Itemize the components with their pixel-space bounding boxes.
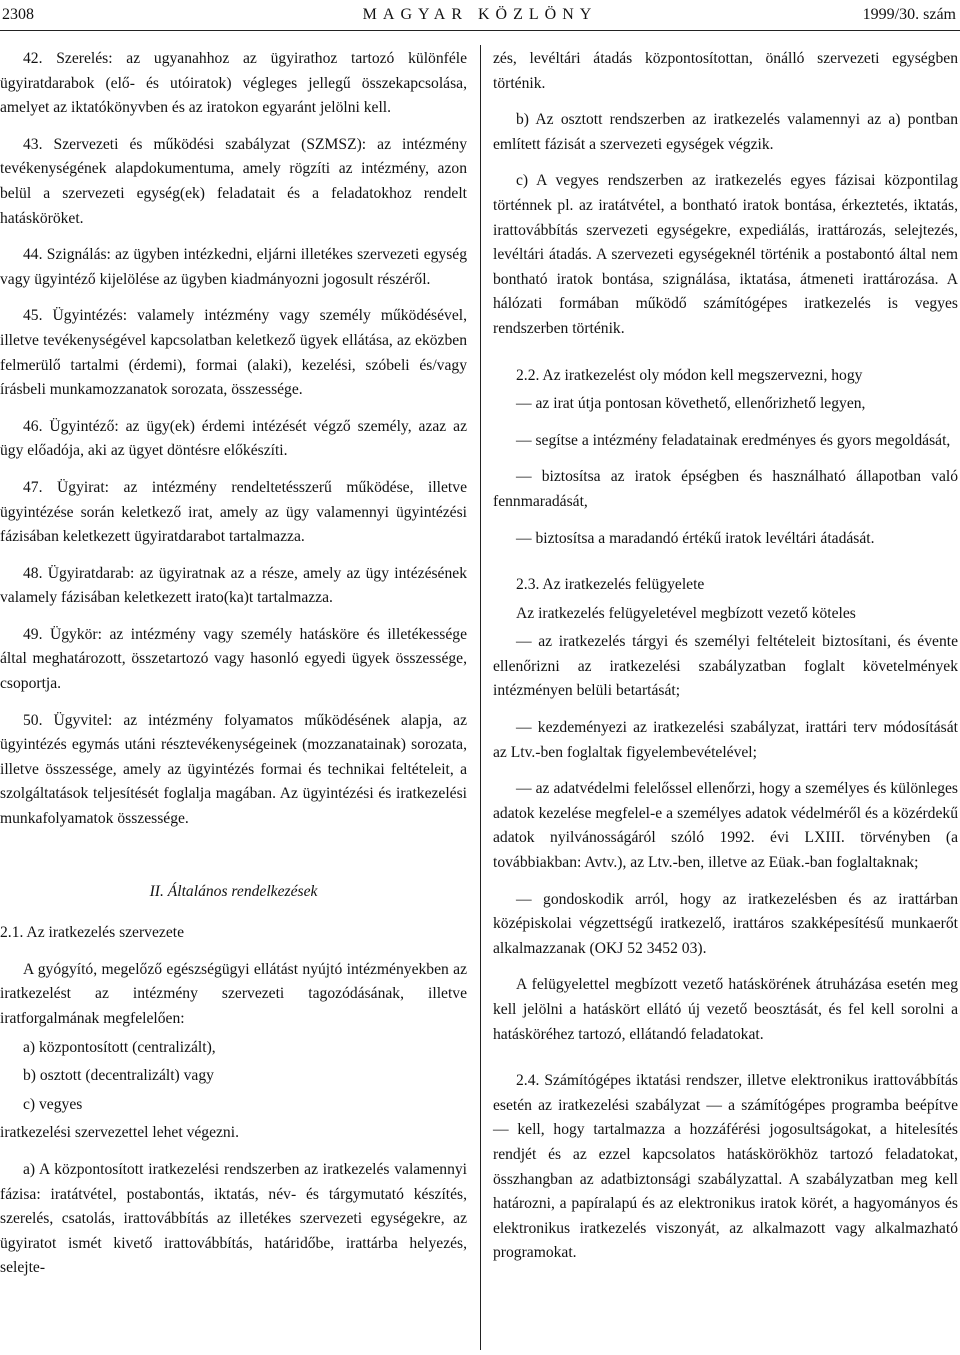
left-paragraph: iratkezelési szervezettel lehet végezni. (0, 1124, 239, 1142)
right-paragraph: — az irat útja pontosan követhető, ellenőrizhető legyen, (516, 395, 866, 413)
right-paragraph: c) A vegyes rendszerben az iratkezelés egyes fázisai központilag történnek pl. az iratátvétel, a bontható iratok bontása, érkeztetés, iktatás, irattovábbítás szervezeti egységekre, expediálás, irattározás, selejtezés, levéltári átadás. A szervezeti egységeknél történik a postabontó által nem bontható iratok bontása, szignálása, iktatása, átmeneti irattározása. A hálózati formában működő számítógépes iratkezelés is vegyes rendszerben történik. (493, 172, 958, 337)
page-number: 2308 (2, 6, 34, 23)
right-paragraph: 2.3. Az iratkezelés felügyelete (516, 576, 705, 594)
left-column (0, 47, 467, 1281)
right-paragraph: b) Az osztott rendszerben az iratkezelés valamennyi az a) pontban említett fázisát a szervezeti egységek végzik. (493, 111, 958, 153)
left-paragraph: 43. Szervezeti és működési szabályzat (SZMSZ): az intézmény tevékenységének alapdokumentuma, amely rögzíti az intézmény, azon belül a szervezeti egység(ek) feladatait és a feladatokhoz rendelt hatásköröket. (0, 135, 467, 227)
left-paragraph: 47. Ügyirat: az intézmény rendeltetésszerű működése, illetve ügyintézése során keletkező irat, amely az ügy valamennyi ügyintézési fázisában keletkezett ügyiratdarabot tartalmazza. (0, 478, 467, 546)
left-paragraph: 48. Ügyiratdarab: az ügyiratnak az a része, amely az ügy intézésének valamely fázisában keletkezett irato(ka)t tartalmazza. (0, 564, 467, 607)
left-paragraph: 42. Szerelés: az ugyanahhoz az ügyirathoz tartozó különféle ügyiratdarabok (elő- és utóiratok) végleges jellegű összekapcsolása, amelyet az iktatókönyvben és az iratokon egyaránt jelölni kell. (0, 50, 467, 117)
header-rule (0, 30, 960, 31)
right-paragraph: 2.4. Számítógépes iktatási rendszer, illetve elektronikus irattovábbítás esetén az iratkezelési szabályzat — a számítógépes programba beépítve — kell, hogy tartalmazza a hozzáférési jogosultságokat, a hitelesítés rendjét és az ezzel kapcsolatos hatáskörökhöz tartozó feladatokat, összhangban az adatbiztonsági szabályzattal. A szabályzatban meg kell határozni, a papíralapú és az elektronikus iratok körét, a hagyományos és elektronikus iratkezelés viszonyát, az alkalmazott vagy alkalmazható programokat. (493, 1072, 958, 1262)
left-paragraph: a) A központosított iratkezelési rendszerben az iratkezelés valamennyi fázisa: iratátvétel, postabontás, iktatás, név- és tárgymutató készítés, szerelés, csatolás, irattovábbítás az illetékes szervezeti egységekre, az ügyiratot ismét kivető irattovábbítás, határidőbe, irattárba helyezés, selejte- (0, 1160, 467, 1277)
right-paragraph: — segítse a intézmény feladatainak eredményes és gyors megoldását, (516, 431, 951, 449)
right-paragraph: 2.2. Az iratkezelést oly módon kell megszervezni, hogy (516, 366, 863, 384)
journal-title: MAGYAR KÖZLÖNY (362, 6, 598, 23)
left-paragraph: a) központosított (centralizált), (23, 1038, 216, 1056)
right-paragraph: — az iratkezelés tárgyi és személyi feltételeit biztosítani, és évente ellenőrizni az iratkezelési szabályzatban foglalt követelmények intézményen belüli betartását; (493, 633, 958, 700)
column-divider (480, 45, 481, 1350)
left-paragraph: 44. Szignálás: az ügyben intézkedni, eljárni illetékes szervezeti egység vagy ügyintéző kijelölése az ügyben kiadmányozni jogosult részéről. (0, 246, 467, 288)
left-paragraph: 2.1. Az iratkezelés szervezete (0, 924, 184, 942)
left-paragraph: II. Általános rendelkezések (149, 882, 318, 900)
right-paragraph: Az iratkezelés felügyeletével megbízott vezető köteles (516, 604, 856, 622)
left-paragraph: 50. Ügyvitel: az intézmény folyamatos működésének alapja, az ügyintézés egymás utáni résztevékenységeinek (mozzanatainak) sorozata, illetve összessége, amely az ügyintézés formai és technikai feltételeit, a szolgáltatások teljesítését foglalja magában. Az ügyintézési és iratkezelési munkafolyamatok összessége. (0, 711, 467, 828)
right-paragraph: — kezdeményezi az iratkezelési szabályzat, irattári terv módosítását az Ltv.-ben foglaltak figyelembevételével; (493, 719, 958, 761)
left-paragraph: A gyógyító, megelőző egészségügyi ellátást nyújtó intézményekben az iratkezelést az intézmény szervezeti tagozódásának, illetve iratforgalmának megfelelően: (0, 960, 467, 1027)
right-paragraph: A felügyelettel megbízott vezető hatáskörének átruházása esetén meg kell jelölni a hatáskört ellátó új vezető beosztását, és fel kell sorolni a hatásköréhez tartozó, ellátandó feladatokat. (493, 976, 958, 1043)
running-header (0, 4, 960, 28)
left-paragraph: 45. Ügyintézés: valamely intézmény vagy személy működésével, illetve tevékenységével kapcsolatban keletkező ügyek ellátása, az eközben felmerülő tartalmi (érdemi), formai (alaki), kezelési, szóbeli és/vagy írásbeli munkamozzanatok sorozata, összessége. (0, 307, 467, 399)
left-paragraph: c) vegyes (23, 1095, 83, 1113)
right-paragraph: — az adatvédelmi felelőssel ellenőrzi, hogy a személyes és különleges adatok kezelése megfelel-e a személyes adatok védelméről és a közérdekű adatok nyilvánosságáról szóló 1992. évi LXIII. törvényben (a továbbiakban: Avtv.), az Ltv.-ben, illetve az Eüak.-ban foglaltaknak; (493, 780, 958, 872)
issue-number: 1999/30. szám (862, 6, 956, 23)
right-paragraph: zés, levéltári átadás központosítottan, önálló szervezeti egységben történik. (493, 50, 958, 92)
right-column (493, 47, 958, 1266)
right-paragraph: — biztosítsa a maradandó értékű iratok levéltári átadását. (516, 529, 875, 547)
left-paragraph: 46. Ügyintéző: az ügy(ek) érdemi intézését végző személy, azaz az ügy előadója, aki az ügyet döntésre előkészíti. (0, 417, 467, 460)
left-paragraph: b) osztott (decentralizált) vagy (23, 1067, 214, 1085)
right-paragraph: — biztosítsa az iratok épségben és használható állapotban való fennmaradását, (493, 468, 958, 510)
left-paragraph: 49. Ügykör: az intézmény vagy személy hatásköre és illetékessége által meghatározott, összetartozó vagy hasonló egyedi ügyek összessége, csoportja. (0, 625, 467, 693)
right-paragraph: — gondoskodik arról, hogy az iratkezelésben és az irattárban középiskolai végzettségű iratkezelő, irattáros szakképesítésű munkaerőt alkalmazzanak (OKJ 52 3452 03). (493, 890, 958, 957)
